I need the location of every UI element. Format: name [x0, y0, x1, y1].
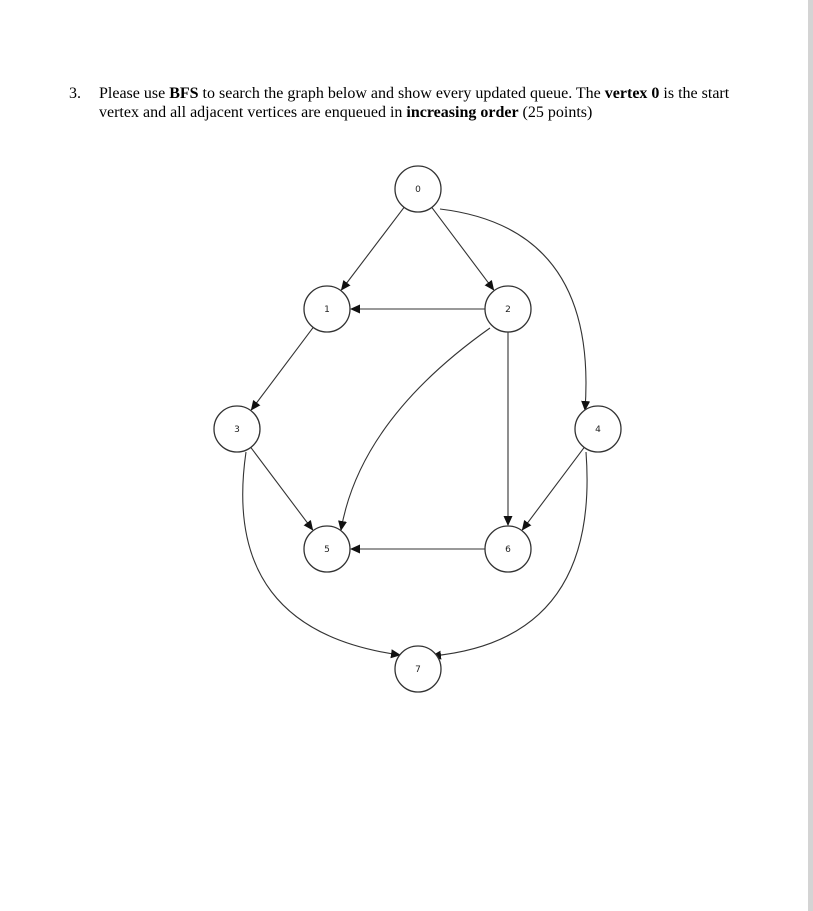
vertex-6: [485, 526, 531, 572]
vertex-1-label: 1: [324, 305, 330, 315]
increasing-order-term: increasing order: [406, 104, 519, 121]
vertex-0-label: 0: [415, 185, 421, 195]
vertex-3-label: 3: [234, 425, 240, 435]
vertex-7-label: 7: [415, 665, 421, 675]
vertex-3: [214, 406, 260, 452]
edge-1-to-3: [251, 327, 313, 409]
question-text-part-3: is the start vertex and all adjacent vertices are enqueued in: [99, 85, 730, 121]
start-vertex-term: vertex 0: [604, 85, 660, 102]
question-number: 3.: [69, 85, 81, 102]
vertex-6-label: 6: [505, 545, 511, 555]
edge-2-to-5: [341, 328, 490, 530]
edge-0-to-2: [432, 207, 494, 289]
vertex-2-label: 2: [505, 305, 511, 315]
graph-nodes: [214, 166, 621, 692]
question-text-part-1: Please use: [99, 85, 170, 102]
vertex-5: [304, 526, 350, 572]
vertex-1: [304, 286, 350, 332]
page-edge: [808, 0, 813, 911]
vertex-0: [395, 166, 441, 212]
question-text-part-4: (25 points): [518, 104, 593, 121]
vertex-5-label: 5: [324, 545, 330, 555]
question-text-part-2: to search the graph below and show every updated queue. The: [198, 85, 605, 102]
vertex-4-label: 4: [595, 425, 601, 435]
edge-0-to-1: [342, 207, 405, 290]
bfs-term: BFS: [169, 85, 199, 102]
edge-4-to-6: [522, 447, 584, 529]
vertex-7: [395, 646, 441, 692]
vertex-2: [485, 286, 531, 332]
edge-3-to-5: [251, 447, 313, 529]
graph-edges: [243, 207, 587, 656]
vertex-4: [575, 406, 621, 452]
